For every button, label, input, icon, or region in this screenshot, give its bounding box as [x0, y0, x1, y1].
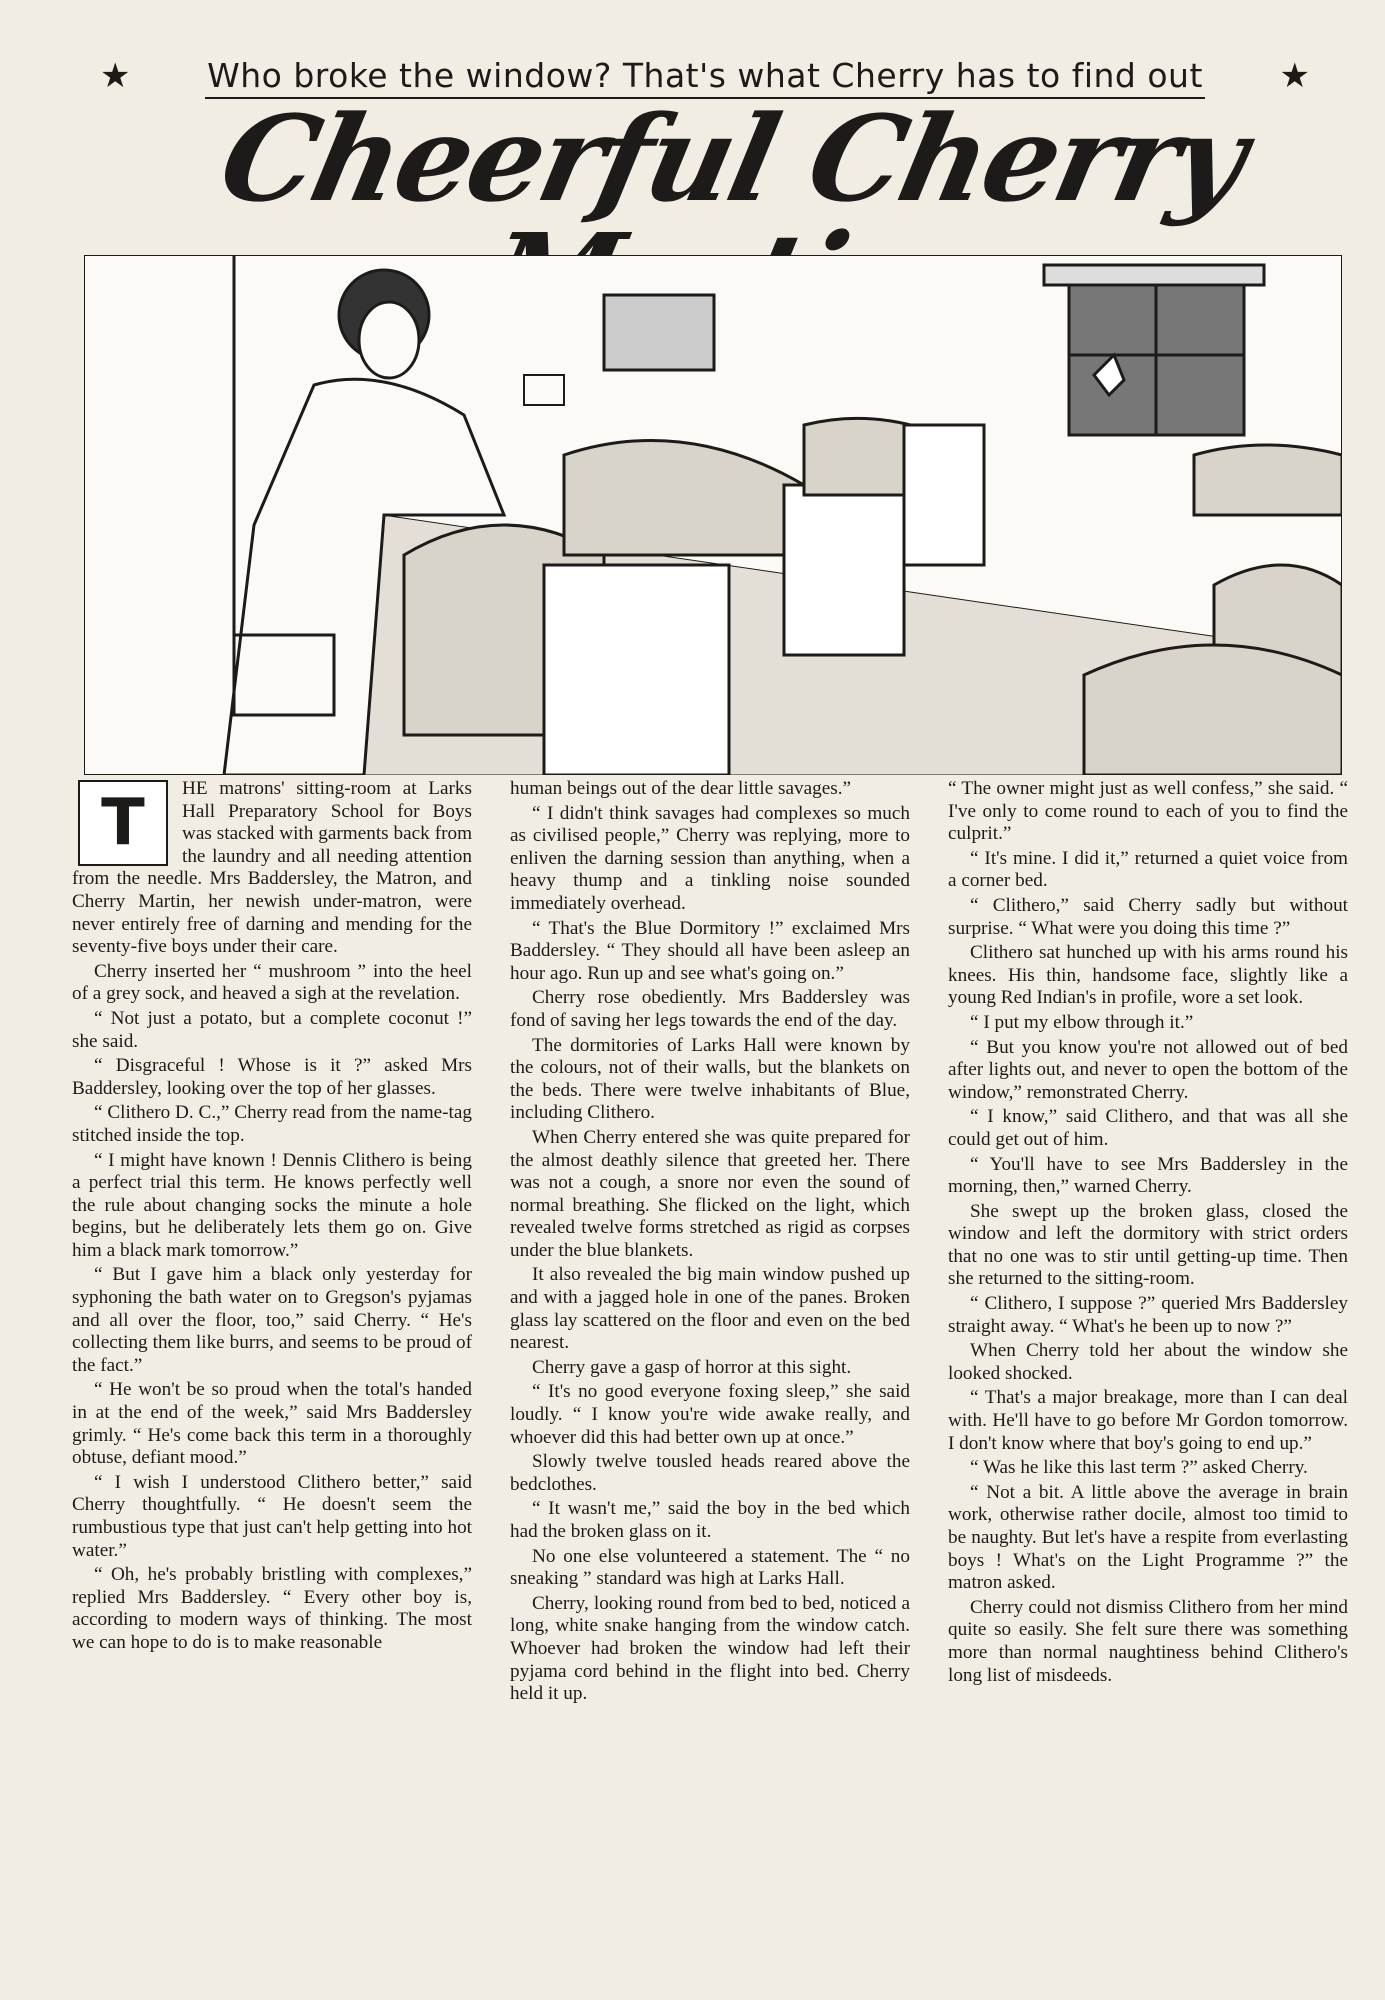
story-paragraph: “ I put my elbow through it.” [970, 1011, 1194, 1033]
story-paragraph: HE matrons' sitting-room at Larks Hall Preparatory School for Boys was stacked with garments back from the laundry and all needing attention from the needle. Mrs Baddersley, the Matron, and Cherry Martin, her newish under-matron, were never entirely free of darning and mending for the seventy-five boys under their care. [72, 778, 472, 958]
story-paragraph: It also revealed the big main window pushed up and with a jagged hole in one of the panes. Broken glass lay scattered on the floor and even on the bed nearest. [510, 1264, 910, 1354]
story-paragraph: “ But I gave him a black only yesterday for syphoning the bath water on to Gregson's pyjamas and all over the floor, too,” said Cherry. “ He's collecting them like burrs, and seems to be proud of the fact.” [72, 1264, 472, 1376]
story-title: Cheerful Cherry [209, 89, 1257, 228]
story-paragraph: “ The owner might just as well confess,” she said. “ I've only to come round to each of you to find the culprit.” [948, 778, 1348, 845]
story-paragraph: The dormitories of Larks Hall were known by the colours, not of their walls, but the blankets on the beds. There were twelve inhabitants of Blue, including Clithero. [510, 1034, 910, 1124]
story-paragraph: Slowly twelve tousled heads reared above the bedclothes. [510, 1451, 910, 1495]
story-paragraph: “ Clithero D. C.,” Cherry read from the name-tag stitched inside the top. [72, 1102, 472, 1146]
story-paragraph: When Cherry told her about the window she looked shocked. [948, 1340, 1348, 1384]
star-icon: ★ [1279, 58, 1310, 95]
story-paragraph: “ Not a bit. A little above the average in brain work, otherwise rather docile, almost too timid to be naughty. But let's have a respite from everlasting boys ! What's on the Light Programme ?” the matron asked. [948, 1481, 1348, 1594]
story-paragraph: Cherry, looking round from bed to bed, noticed a long, white snake hanging from the window catch. Whoever had broken the window had left their pyjama cord behind in the flight into bed. Cherry held it up. [510, 1592, 910, 1705]
story-paragraph: “ I might have known ! Dennis Clithero is being a perfect trial this term. He knows perfectly well the rule about changing socks the minute a hole begins, but he deliberately lets them go on. Give him a black mark tomorrow.” [72, 1149, 472, 1261]
story-paragraph: “ Clithero,” said Cherry sadly but without surprise. “ What were you doing this time ?” [948, 894, 1348, 939]
story-paragraph: No one else volunteered a statement. The “ no sneaking ” standard was high at Larks Hall. [510, 1545, 910, 1590]
story-paragraph: “ I know,” said Clithero, and that was all she could get out of him. [948, 1106, 1348, 1150]
story-paragraph: “ You'll have to see Mrs Baddersley in the morning, then,” warned Cherry. [948, 1153, 1348, 1198]
story-column-1 [72, 778, 472, 1657]
story-column-2 [510, 778, 910, 1708]
story-paragraph: “ That's the Blue Dormitory !” exclaimed Mrs Baddersley. “ They should all have been asleep an hour ago. Run up and see what's going on.” [510, 917, 910, 984]
story-paragraph: Cherry rose obediently. Mrs Baddersley was fond of saving her legs towards the end of the day. [510, 987, 910, 1031]
strapline-text: Who broke the window? That's what Cherry has to find out [205, 56, 1205, 99]
story-paragraph: She swept up the broken glass, closed the window and left the dormitory with strict orders that no one was to stir until getting-up time. Then she returned to the sitting-room. [948, 1200, 1348, 1290]
story-paragraph: “ Oh, he's probably bristling with complexes,” replied Mrs Baddersley. “ Every other boy is, according to modern ways of thinking. The most we can hope to do is to make reasonable [72, 1564, 472, 1653]
star-icon: ★ [100, 58, 131, 95]
window [1044, 265, 1264, 435]
story-paragraph: “ It's no good everyone foxing sleep,” she said loudly. “ I know you're wide awake really, and whoever did this had better own up at once.” [510, 1381, 910, 1448]
story-paragraph: “ Disgraceful ! Whose is it ?” asked Mrs Baddersley, looking over the top of her glasses. [72, 1055, 472, 1099]
story-paragraph: Cherry could not dismiss Clithero from her mind quite so easily. She felt sure there was something more than normal naughtiness behind Clithero's long list of misdeeds. [948, 1596, 1348, 1686]
story-paragraph: Clithero sat hunched up with his arms round his knees. His thin, handsome face, slightly like a young Red Indian's in profile, wore a set look. [948, 942, 1348, 1009]
story-paragraph: “ He won't be so proud when the total's handed in at the end of the week,” said Mrs Baddersley grimly. “ He's come back this term in a thoroughly obtuse, defiant mood.” [72, 1379, 472, 1469]
story-paragraph: human beings out of the dear little savages.” [510, 778, 852, 799]
story-paragraph: Cherry inserted her “ mushroom ” into the heel of a grey sock, and heaved a sigh at the revelation. [72, 960, 472, 1005]
story-paragraph: “ But you know you're not allowed out of bed after lights out, and never to open the bottom of the window,” remonstrated Cherry. [948, 1036, 1348, 1103]
story-paragraph: “ Was he like this last term ?” asked Cherry. [970, 1457, 1308, 1479]
story-column-3 [948, 778, 1348, 1689]
story-paragraph: When Cherry entered she was quite prepared for the almost deathly silence that greeted her. There was not a cough, a snore nor even the sound of normal breathing. She flicked on the light, which revealed twelve forms stretched as rigid as corpses under the blue blankets. [510, 1126, 910, 1261]
story-paragraph: “ That's a major breakage, more than I can deal with. He'll have to go before Mr Gordon tomorrow. I don't know where that boy's going to end up.” [948, 1387, 1348, 1454]
story-paragraph: “ Not just a potato, but a complete coconut !” she said. [72, 1007, 472, 1052]
wall-picture [604, 295, 714, 370]
dormitory-illustration [84, 255, 1342, 775]
story-paragraph: “ It wasn't me,” said the boy in the bed which had the broken glass on it. [510, 1498, 910, 1542]
dropcap-t: T [78, 780, 168, 866]
story-paragraph: “ I wish I understood Clithero better,” said Cherry thoughtfully. “ He doesn't seem the rumbustious type that just can't help getting into hot water.” [72, 1471, 472, 1561]
story-paragraph: “ It's mine. I did it,” returned a quiet voice from a corner bed. [948, 847, 1348, 892]
story-paragraph: “ Clithero, I suppose ?” queried Mrs Baddersley straight away. “ What's he been up to now ?” [948, 1293, 1348, 1337]
story-paragraph: Cherry gave a gasp of horror at this sight. [532, 1356, 852, 1378]
story-paragraph: “ I didn't think savages had complexes so much as civilised people,” Cherry was replying, more to enliven the darning session than anything, when a heavy thump and a tinkling noise sounded immediately overhead. [510, 802, 910, 914]
